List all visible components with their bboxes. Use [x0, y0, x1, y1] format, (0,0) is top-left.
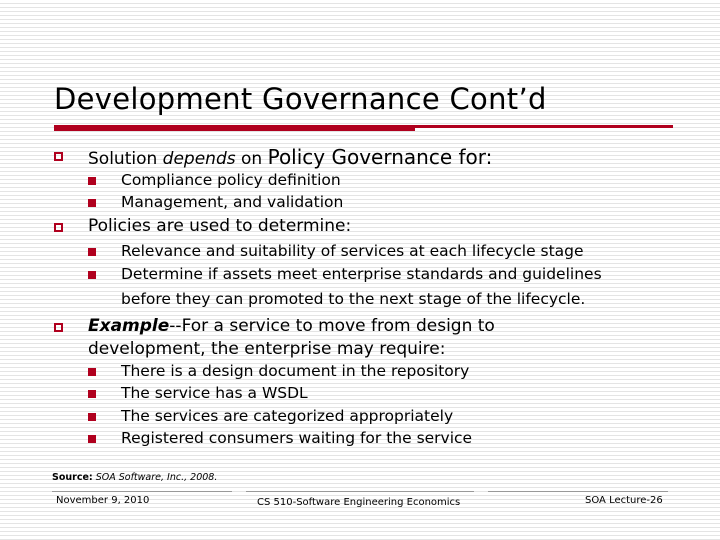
bullet-3-sub-3: The services are categorized appropriately — [121, 407, 454, 425]
bullet-1-sub-1: Compliance policy definition — [121, 171, 341, 189]
filled-square-bullet-icon — [88, 390, 96, 398]
title-rule-thick — [54, 125, 415, 131]
filled-square-bullet-icon — [88, 199, 96, 207]
footer-divider-date — [52, 491, 232, 492]
bullet-3-line-2: development, the enterprise may require: — [88, 339, 446, 359]
bullet-3-sub-2: The service has a WSDL — [121, 384, 308, 402]
filled-square-bullet-icon — [88, 248, 96, 256]
filled-square-bullet-icon — [88, 177, 96, 185]
title-rule-thin — [415, 125, 673, 128]
bullet-1 — [88, 145, 492, 169]
filled-square-bullet-icon — [88, 413, 96, 421]
footer-divider-course — [246, 491, 474, 492]
bullet-1-part3: on — [235, 149, 268, 169]
bullet-1-part4: Policy Governance for: — [267, 145, 493, 169]
source-text: SOA Software, Inc., 2008. — [92, 472, 218, 483]
source-citation — [52, 472, 217, 483]
hollow-square-bullet-icon — [54, 152, 63, 161]
filled-square-bullet-icon — [88, 368, 96, 376]
bullet-3-rest: --For a service to move from design to — [169, 316, 495, 336]
bullet-2-sub-1: Relevance and suitability of services at each lifecycle stage — [121, 242, 584, 260]
bullet-1-part1: Solution — [88, 149, 163, 169]
bullet-2: Policies are used to determine: — [88, 216, 352, 236]
bullet-3-sub-1: There is a design document in the repository — [121, 362, 470, 380]
filled-square-bullet-icon — [88, 435, 96, 443]
footer-course: CS 510-Software Engineering Economics — [257, 497, 461, 508]
bullet-3-lead: Example — [88, 316, 170, 336]
bullet-2-sub-2-cont: before they can promoted to the next stage of the lifecycle. — [121, 290, 586, 308]
source-label: Source: — [52, 472, 93, 483]
bullet-2-sub-2: Determine if assets meet enterprise standards and guidelines — [121, 265, 602, 283]
footer-divider-lecture — [488, 491, 668, 492]
footer-date: November 9, 2010 — [56, 495, 150, 506]
slide-title: Development Governance Cont’d — [54, 82, 547, 116]
bullet-3-sub-4: Registered consumers waiting for the service — [121, 429, 473, 447]
hollow-square-bullet-icon — [54, 223, 63, 232]
footer-lecture: SOA Lecture-26 — [585, 495, 663, 506]
bullet-1-sub-2: Management, and validation — [121, 193, 344, 211]
bullet-1-part2: depends — [162, 149, 236, 169]
filled-square-bullet-icon — [88, 271, 96, 279]
hollow-square-bullet-icon — [54, 323, 63, 332]
bullet-3-line-1 — [88, 316, 495, 336]
